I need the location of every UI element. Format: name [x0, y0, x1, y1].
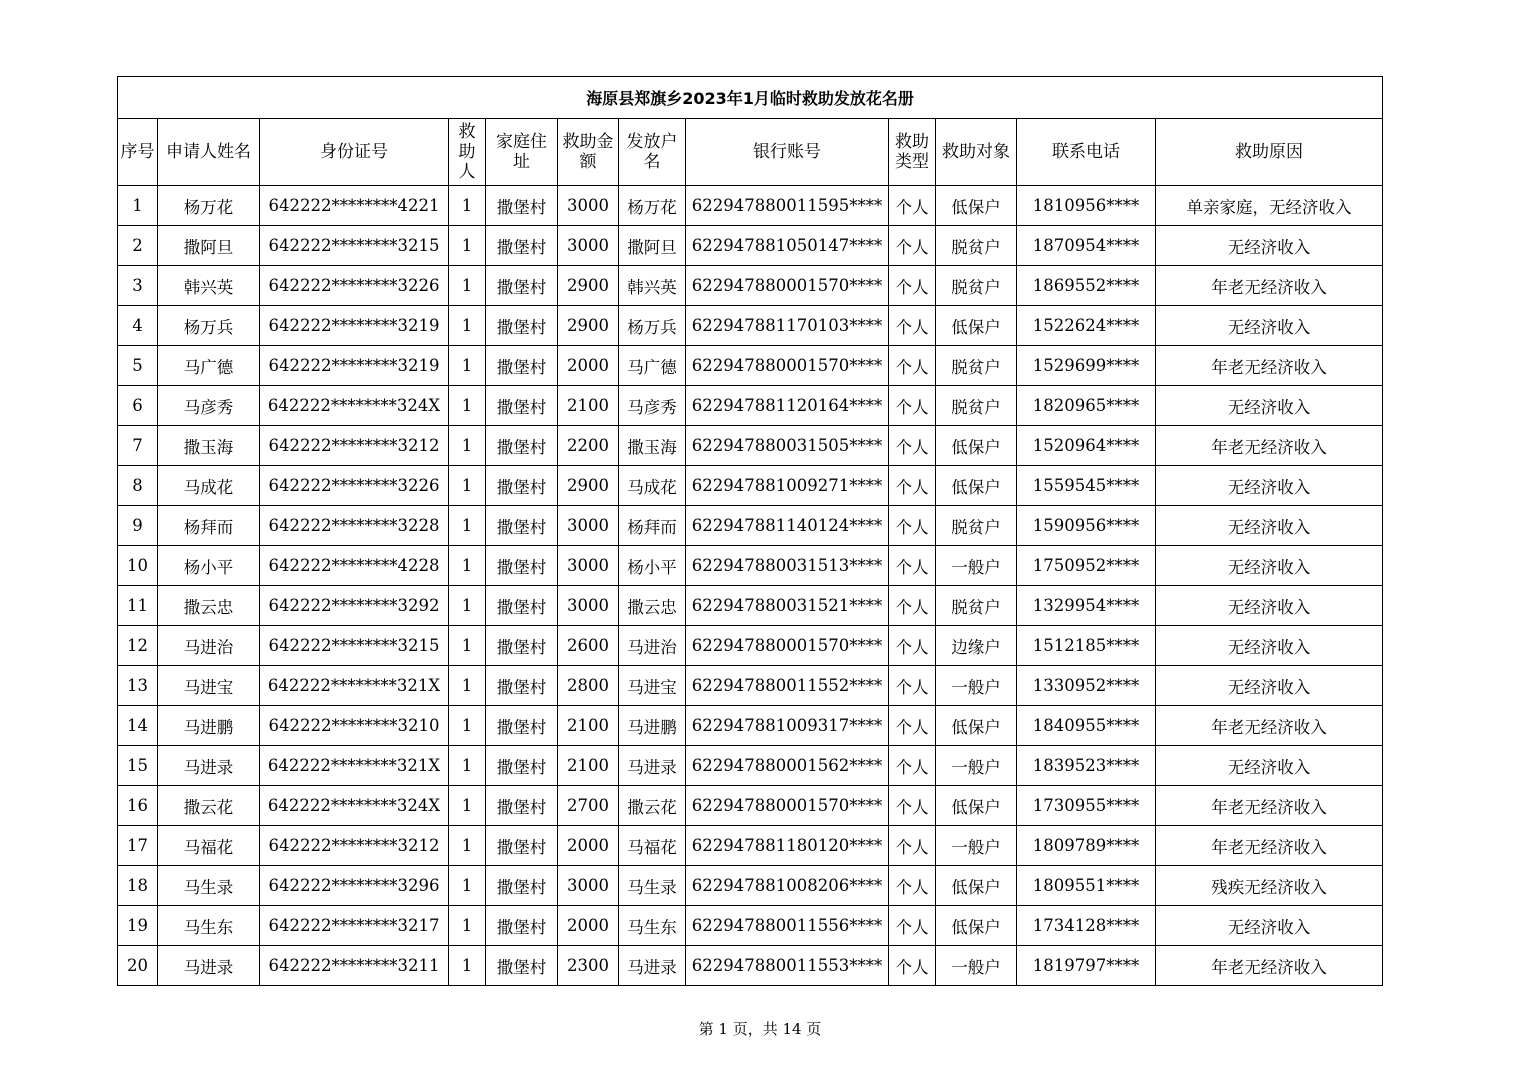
- cell-relief-target: 低保户: [936, 306, 1017, 346]
- cell-address: 撒堡村: [486, 426, 558, 466]
- cell-amount: 3000: [558, 866, 619, 906]
- cell-amount: 2000: [558, 346, 619, 386]
- cell-applicant-name: 撒玉海: [158, 426, 260, 466]
- cell-relief-reason: 无经济收入: [1156, 506, 1383, 546]
- cell-relief-reason: 年老无经济收入: [1156, 426, 1383, 466]
- cell-address: 撒堡村: [486, 546, 558, 586]
- cell-amount: 2600: [558, 626, 619, 666]
- cell-relief-persons: 1: [449, 506, 486, 546]
- cell-seq: 5: [118, 346, 158, 386]
- cell-relief-persons: 1: [449, 546, 486, 586]
- cell-relief-type: 个人: [889, 746, 936, 786]
- cell-relief-persons: 1: [449, 946, 486, 986]
- table-row: [118, 906, 1383, 946]
- column-header-phone: 联系电话: [1017, 119, 1156, 186]
- cell-bank-account: 622947880011553****: [686, 946, 889, 986]
- cell-relief-target: 脱贫户: [936, 346, 1017, 386]
- cell-relief-type: 个人: [889, 466, 936, 506]
- roster-body: [118, 186, 1383, 986]
- cell-relief-target: 边缘户: [936, 626, 1017, 666]
- relief-roster-table: [117, 76, 1383, 986]
- cell-relief-target: 一般户: [936, 946, 1017, 986]
- cell-payee-name: 撒云花: [619, 786, 686, 826]
- cell-applicant-name: 撒云忠: [158, 586, 260, 626]
- cell-applicant-name: 马福花: [158, 826, 260, 866]
- cell-amount: 3000: [558, 546, 619, 586]
- cell-bank-account: 622947880001570****: [686, 346, 889, 386]
- cell-relief-target: 一般户: [936, 666, 1017, 706]
- cell-address: 撒堡村: [486, 826, 558, 866]
- cell-relief-persons: 1: [449, 586, 486, 626]
- cell-bank-account: 622947881120164****: [686, 386, 889, 426]
- cell-relief-type: 个人: [889, 626, 936, 666]
- cell-seq: 2: [118, 226, 158, 266]
- cell-phone: 1520964****: [1017, 426, 1156, 466]
- cell-relief-reason: 年老无经济收入: [1156, 946, 1383, 986]
- cell-payee-name: 马福花: [619, 826, 686, 866]
- cell-id-number: 642222********324X: [260, 786, 449, 826]
- cell-id-number: 642222********3226: [260, 266, 449, 306]
- cell-bank-account: 622947881180120****: [686, 826, 889, 866]
- cell-relief-target: 低保户: [936, 866, 1017, 906]
- cell-id-number: 642222********3219: [260, 346, 449, 386]
- cell-relief-target: 一般户: [936, 746, 1017, 786]
- table-row: [118, 706, 1383, 746]
- cell-phone: 1810956****: [1017, 186, 1156, 226]
- cell-bank-account: 622947880011595****: [686, 186, 889, 226]
- cell-bank-account: 622947880031521****: [686, 586, 889, 626]
- cell-relief-persons: 1: [449, 186, 486, 226]
- column-header-relief-persons: 救助人: [449, 119, 486, 186]
- cell-relief-type: 个人: [889, 866, 936, 906]
- cell-bank-account: 622947880011556****: [686, 906, 889, 946]
- cell-bank-account: 622947880001570****: [686, 266, 889, 306]
- cell-seq: 1: [118, 186, 158, 226]
- cell-amount: 2200: [558, 426, 619, 466]
- cell-relief-reason: 无经济收入: [1156, 546, 1383, 586]
- cell-amount: 2900: [558, 266, 619, 306]
- cell-relief-persons: 1: [449, 386, 486, 426]
- cell-id-number: 642222********4221: [260, 186, 449, 226]
- cell-relief-reason: 年老无经济收入: [1156, 826, 1383, 866]
- cell-bank-account: 622947881008206****: [686, 866, 889, 906]
- cell-relief-type: 个人: [889, 906, 936, 946]
- cell-id-number: 642222********3215: [260, 226, 449, 266]
- cell-id-number: 642222********3210: [260, 706, 449, 746]
- cell-relief-type: 个人: [889, 706, 936, 746]
- column-header-relief-type: 救助类型: [889, 119, 936, 186]
- cell-address: 撒堡村: [486, 306, 558, 346]
- cell-phone: 1734128****: [1017, 906, 1156, 946]
- cell-relief-reason: 无经济收入: [1156, 746, 1383, 786]
- cell-id-number: 642222********3296: [260, 866, 449, 906]
- cell-relief-target: 一般户: [936, 546, 1017, 586]
- cell-bank-account: 622947880031505****: [686, 426, 889, 466]
- cell-phone: 1750952****: [1017, 546, 1156, 586]
- table-row: [118, 626, 1383, 666]
- cell-relief-reason: 年老无经济收入: [1156, 346, 1383, 386]
- cell-relief-reason: 单亲家庭，无经济收入: [1156, 186, 1383, 226]
- cell-payee-name: 马进录: [619, 946, 686, 986]
- cell-applicant-name: 杨万兵: [158, 306, 260, 346]
- cell-id-number: 642222********3212: [260, 826, 449, 866]
- cell-amount: 2000: [558, 906, 619, 946]
- cell-id-number: 642222********3226: [260, 466, 449, 506]
- cell-amount: 3000: [558, 226, 619, 266]
- column-header-bank-account: 银行账号: [686, 119, 889, 186]
- cell-relief-type: 个人: [889, 306, 936, 346]
- cell-address: 撒堡村: [486, 386, 558, 426]
- cell-payee-name: 撒阿旦: [619, 226, 686, 266]
- cell-relief-reason: 残疾无经济收入: [1156, 866, 1383, 906]
- column-header-relief-target: 救助对象: [936, 119, 1017, 186]
- cell-seq: 10: [118, 546, 158, 586]
- cell-amount: 2900: [558, 466, 619, 506]
- table-row: [118, 186, 1383, 226]
- cell-bank-account: 622947881009317****: [686, 706, 889, 746]
- cell-seq: 11: [118, 586, 158, 626]
- cell-relief-target: 低保户: [936, 786, 1017, 826]
- cell-relief-type: 个人: [889, 386, 936, 426]
- cell-id-number: 642222********3219: [260, 306, 449, 346]
- cell-seq: 16: [118, 786, 158, 826]
- cell-bank-account: 622947881009271****: [686, 466, 889, 506]
- cell-payee-name: 马成花: [619, 466, 686, 506]
- cell-relief-type: 个人: [889, 346, 936, 386]
- table-row: [118, 266, 1383, 306]
- cell-payee-name: 杨万兵: [619, 306, 686, 346]
- cell-id-number: 642222********321X: [260, 746, 449, 786]
- cell-payee-name: 马进鹏: [619, 706, 686, 746]
- cell-phone: 1512185****: [1017, 626, 1156, 666]
- cell-seq: 14: [118, 706, 158, 746]
- cell-relief-target: 低保户: [936, 706, 1017, 746]
- table-row: [118, 306, 1383, 346]
- cell-payee-name: 韩兴英: [619, 266, 686, 306]
- cell-payee-name: 马生录: [619, 866, 686, 906]
- cell-seq: 15: [118, 746, 158, 786]
- cell-id-number: 642222********4228: [260, 546, 449, 586]
- cell-payee-name: 杨万花: [619, 186, 686, 226]
- cell-applicant-name: 撒云花: [158, 786, 260, 826]
- cell-id-number: 642222********3211: [260, 946, 449, 986]
- cell-seq: 12: [118, 626, 158, 666]
- cell-applicant-name: 马彦秀: [158, 386, 260, 426]
- table-row: [118, 666, 1383, 706]
- cell-relief-target: 脱贫户: [936, 266, 1017, 306]
- table-row: [118, 786, 1383, 826]
- cell-applicant-name: 马进录: [158, 946, 260, 986]
- cell-address: 撒堡村: [486, 626, 558, 666]
- cell-phone: 1840955****: [1017, 706, 1156, 746]
- cell-phone: 1529699****: [1017, 346, 1156, 386]
- cell-seq: 7: [118, 426, 158, 466]
- cell-phone: 1522624****: [1017, 306, 1156, 346]
- table-row: [118, 466, 1383, 506]
- table-row: [118, 506, 1383, 546]
- cell-bank-account: 622947880011552****: [686, 666, 889, 706]
- cell-relief-persons: 1: [449, 866, 486, 906]
- cell-relief-type: 个人: [889, 266, 936, 306]
- table-row: [118, 226, 1383, 266]
- table-row: [118, 346, 1383, 386]
- cell-applicant-name: 马成花: [158, 466, 260, 506]
- cell-phone: 1330952****: [1017, 666, 1156, 706]
- cell-applicant-name: 马生录: [158, 866, 260, 906]
- column-header-id-number: 身份证号: [260, 119, 449, 186]
- cell-address: 撒堡村: [486, 586, 558, 626]
- cell-id-number: 642222********3292: [260, 586, 449, 626]
- cell-phone: 1820965****: [1017, 386, 1156, 426]
- table-title: 海原县郑旗乡2023年1月临时救助发放花名册: [118, 77, 1383, 119]
- cell-amount: 3000: [558, 586, 619, 626]
- cell-relief-type: 个人: [889, 586, 936, 626]
- column-header-relief-reason: 救助原因: [1156, 119, 1383, 186]
- cell-id-number: 642222********324X: [260, 386, 449, 426]
- cell-bank-account: 622947880001570****: [686, 626, 889, 666]
- cell-relief-type: 个人: [889, 826, 936, 866]
- cell-address: 撒堡村: [486, 186, 558, 226]
- cell-bank-account: 622947880001570****: [686, 786, 889, 826]
- cell-address: 撒堡村: [486, 946, 558, 986]
- cell-payee-name: 马进录: [619, 746, 686, 786]
- cell-relief-type: 个人: [889, 226, 936, 266]
- cell-applicant-name: 撒阿旦: [158, 226, 260, 266]
- cell-address: 撒堡村: [486, 666, 558, 706]
- cell-address: 撒堡村: [486, 266, 558, 306]
- cell-applicant-name: 马广德: [158, 346, 260, 386]
- cell-address: 撒堡村: [486, 506, 558, 546]
- column-header-row: [118, 119, 1383, 186]
- cell-id-number: 642222********3215: [260, 626, 449, 666]
- cell-relief-target: 低保户: [936, 186, 1017, 226]
- cell-phone: 1590956****: [1017, 506, 1156, 546]
- cell-amount: 2700: [558, 786, 619, 826]
- table-row: [118, 826, 1383, 866]
- cell-relief-target: 低保户: [936, 906, 1017, 946]
- cell-payee-name: 马生东: [619, 906, 686, 946]
- cell-phone: 1869552****: [1017, 266, 1156, 306]
- cell-seq: 17: [118, 826, 158, 866]
- cell-relief-persons: 1: [449, 346, 486, 386]
- cell-address: 撒堡村: [486, 346, 558, 386]
- cell-bank-account: 622947881140124****: [686, 506, 889, 546]
- cell-applicant-name: 马进鹏: [158, 706, 260, 746]
- page-footer: 第 1 页，共 14 页: [698, 1020, 822, 1038]
- column-header-amount: 救助金额: [558, 119, 619, 186]
- table-row: [118, 866, 1383, 906]
- column-header-address: 家庭住址: [486, 119, 558, 186]
- cell-payee-name: 马进治: [619, 626, 686, 666]
- cell-relief-persons: 1: [449, 426, 486, 466]
- cell-relief-reason: 无经济收入: [1156, 306, 1383, 346]
- cell-amount: 2300: [558, 946, 619, 986]
- cell-applicant-name: 杨小平: [158, 546, 260, 586]
- cell-relief-target: 脱贫户: [936, 506, 1017, 546]
- cell-applicant-name: 马进治: [158, 626, 260, 666]
- cell-relief-type: 个人: [889, 946, 936, 986]
- cell-address: 撒堡村: [486, 226, 558, 266]
- cell-relief-type: 个人: [889, 666, 936, 706]
- cell-relief-persons: 1: [449, 266, 486, 306]
- cell-payee-name: 杨拜而: [619, 506, 686, 546]
- cell-relief-persons: 1: [449, 306, 486, 346]
- cell-id-number: 642222********321X: [260, 666, 449, 706]
- cell-amount: 2800: [558, 666, 619, 706]
- cell-phone: 1870954****: [1017, 226, 1156, 266]
- table-row: [118, 946, 1383, 986]
- cell-address: 撒堡村: [486, 906, 558, 946]
- column-header-seq: 序号: [118, 119, 158, 186]
- cell-applicant-name: 马进录: [158, 746, 260, 786]
- cell-relief-reason: 无经济收入: [1156, 666, 1383, 706]
- cell-address: 撒堡村: [486, 746, 558, 786]
- cell-relief-reason: 无经济收入: [1156, 466, 1383, 506]
- cell-relief-reason: 无经济收入: [1156, 586, 1383, 626]
- cell-amount: 3000: [558, 506, 619, 546]
- cell-relief-reason: 无经济收入: [1156, 626, 1383, 666]
- cell-address: 撒堡村: [486, 706, 558, 746]
- cell-relief-type: 个人: [889, 426, 936, 466]
- cell-relief-persons: 1: [449, 626, 486, 666]
- cell-amount: 2100: [558, 386, 619, 426]
- cell-phone: 1329954****: [1017, 586, 1156, 626]
- cell-relief-target: 低保户: [936, 466, 1017, 506]
- cell-id-number: 642222********3212: [260, 426, 449, 466]
- cell-applicant-name: 马生东: [158, 906, 260, 946]
- cell-relief-reason: 无经济收入: [1156, 906, 1383, 946]
- cell-phone: 1730955****: [1017, 786, 1156, 826]
- cell-relief-target: 脱贫户: [936, 226, 1017, 266]
- cell-payee-name: 杨小平: [619, 546, 686, 586]
- cell-amount: 2900: [558, 306, 619, 346]
- cell-relief-target: 脱贫户: [936, 386, 1017, 426]
- cell-phone: 1559545****: [1017, 466, 1156, 506]
- cell-payee-name: 马进宝: [619, 666, 686, 706]
- cell-relief-persons: 1: [449, 226, 486, 266]
- table-row: [118, 426, 1383, 466]
- cell-relief-target: 一般户: [936, 826, 1017, 866]
- cell-relief-type: 个人: [889, 186, 936, 226]
- cell-bank-account: 622947881170103****: [686, 306, 889, 346]
- cell-relief-persons: 1: [449, 466, 486, 506]
- cell-payee-name: 马广德: [619, 346, 686, 386]
- cell-seq: 3: [118, 266, 158, 306]
- cell-relief-type: 个人: [889, 546, 936, 586]
- cell-relief-reason: 年老无经济收入: [1156, 706, 1383, 746]
- column-header-applicant-name: 申请人姓名: [158, 119, 260, 186]
- cell-relief-reason: 年老无经济收入: [1156, 786, 1383, 826]
- cell-relief-persons: 1: [449, 666, 486, 706]
- cell-relief-reason: 无经济收入: [1156, 386, 1383, 426]
- cell-seq: 6: [118, 386, 158, 426]
- cell-applicant-name: 杨拜而: [158, 506, 260, 546]
- cell-relief-persons: 1: [449, 706, 486, 746]
- cell-seq: 9: [118, 506, 158, 546]
- cell-seq: 18: [118, 866, 158, 906]
- cell-amount: 2100: [558, 746, 619, 786]
- column-header-payee-name: 发放户名: [619, 119, 686, 186]
- cell-relief-type: 个人: [889, 506, 936, 546]
- cell-applicant-name: 韩兴英: [158, 266, 260, 306]
- cell-amount: 2000: [558, 826, 619, 866]
- cell-address: 撒堡村: [486, 466, 558, 506]
- table-row: [118, 386, 1383, 426]
- cell-seq: 19: [118, 906, 158, 946]
- cell-phone: 1839523****: [1017, 746, 1156, 786]
- cell-relief-reason: 无经济收入: [1156, 226, 1383, 266]
- table-row: [118, 746, 1383, 786]
- cell-seq: 4: [118, 306, 158, 346]
- cell-id-number: 642222********3217: [260, 906, 449, 946]
- cell-relief-persons: 1: [449, 826, 486, 866]
- cell-phone: 1809789****: [1017, 826, 1156, 866]
- cell-payee-name: 撒云忠: [619, 586, 686, 626]
- cell-seq: 8: [118, 466, 158, 506]
- cell-applicant-name: 杨万花: [158, 186, 260, 226]
- table-row: [118, 546, 1383, 586]
- cell-relief-reason: 年老无经济收入: [1156, 266, 1383, 306]
- cell-payee-name: 撒玉海: [619, 426, 686, 466]
- cell-bank-account: 622947881050147****: [686, 226, 889, 266]
- cell-relief-persons: 1: [449, 786, 486, 826]
- cell-payee-name: 马彦秀: [619, 386, 686, 426]
- cell-relief-target: 脱贫户: [936, 586, 1017, 626]
- cell-relief-target: 低保户: [936, 426, 1017, 466]
- cell-bank-account: 622947880031513****: [686, 546, 889, 586]
- cell-relief-persons: 1: [449, 746, 486, 786]
- cell-address: 撒堡村: [486, 866, 558, 906]
- cell-phone: 1819797****: [1017, 946, 1156, 986]
- cell-seq: 13: [118, 666, 158, 706]
- cell-id-number: 642222********3228: [260, 506, 449, 546]
- cell-applicant-name: 马进宝: [158, 666, 260, 706]
- table-row: [118, 586, 1383, 626]
- cell-bank-account: 622947880001562****: [686, 746, 889, 786]
- cell-amount: 3000: [558, 186, 619, 226]
- cell-seq: 20: [118, 946, 158, 986]
- cell-relief-persons: 1: [449, 906, 486, 946]
- cell-amount: 2100: [558, 706, 619, 746]
- cell-phone: 1809551****: [1017, 866, 1156, 906]
- cell-address: 撒堡村: [486, 786, 558, 826]
- cell-relief-type: 个人: [889, 786, 936, 826]
